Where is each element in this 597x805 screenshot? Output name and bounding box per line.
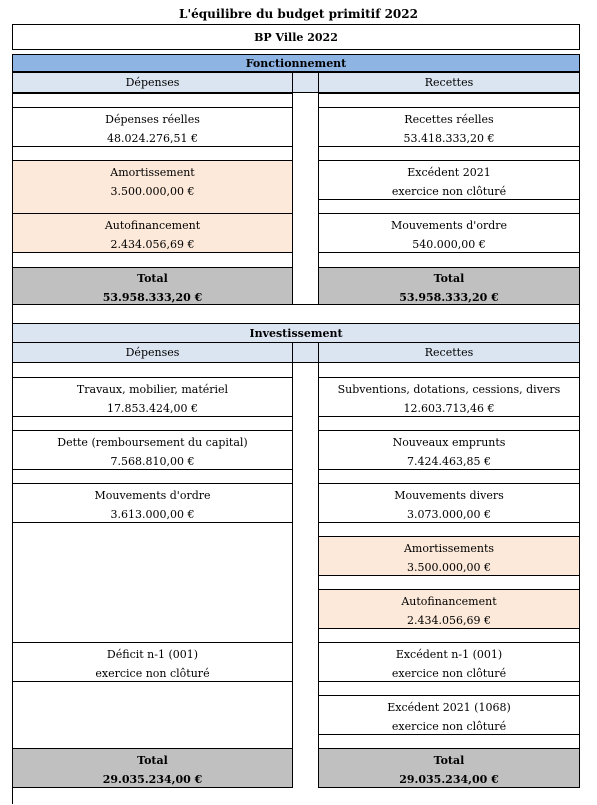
total-label: Total	[433, 754, 465, 767]
cell-label: Amortissement	[110, 166, 195, 179]
fonct-recettes-header: Recettes	[318, 72, 580, 93]
cell-label: Autofinancement	[401, 595, 497, 608]
fonct-depenses-reelles-cell	[12, 107, 293, 147]
fonct-spacer	[12, 252, 293, 268]
section-header-fonctionnement: Fonctionnement	[12, 54, 580, 72]
section-separator	[12, 304, 580, 324]
invest-depenses-header: Dépenses	[12, 342, 293, 363]
invest-subventions-cell	[318, 377, 580, 417]
invest-total-depenses-cell	[12, 748, 293, 788]
cell-value: exercice non clôturé	[391, 720, 507, 733]
invest-empty-cell	[12, 681, 293, 749]
invest-deficit-cell	[12, 642, 293, 682]
total-label: Total	[137, 754, 168, 767]
total-label: Total	[137, 272, 168, 285]
fonct-mouvements-ordre-cell	[318, 213, 580, 253]
invest-travaux-cell	[12, 377, 293, 417]
cell-value: 17.853.424,00 €	[107, 402, 198, 415]
cell-label: Mouvements divers	[394, 489, 504, 502]
fonct-spacer	[318, 93, 580, 108]
invest-spacer	[318, 522, 580, 537]
cell-value: 2.434.056,69 €	[407, 614, 491, 627]
fonct-amortissement-cell	[12, 160, 293, 214]
invest-spacer	[318, 469, 580, 484]
table-subtitle: BP Ville 2022	[12, 24, 580, 50]
cell-value: 53.418.333,20 €	[403, 132, 495, 145]
cell-value: 7.424.463,85 €	[407, 455, 491, 468]
cell-value: 2.434.056,69 €	[110, 238, 195, 251]
fonct-excedent-2021-cell	[318, 160, 580, 200]
fonct-header-gap	[292, 72, 319, 93]
cell-label: Excédent 2021 (1068)	[387, 701, 511, 714]
cell-value: 7.568.810,00 €	[110, 455, 195, 468]
cell-value: 48.024.276,51 €	[107, 132, 198, 145]
cell-value: 540.000,00 €	[412, 238, 486, 251]
section-header-investissement: Investissement	[12, 323, 580, 343]
page-title: L'équilibre du budget primitif 2022	[179, 7, 418, 21]
cell-value: exercice non clôturé	[391, 667, 507, 680]
invest-spacer	[12, 416, 293, 431]
cell-label: Travaux, mobilier, matériel	[76, 383, 229, 396]
cell-label: Déficit n-1 (001)	[106, 648, 199, 661]
cell-value: 12.603.713,46 €	[403, 402, 495, 415]
invest-spacer	[318, 575, 580, 590]
table-corner-mark	[12, 788, 13, 804]
invest-empty-cell	[12, 522, 293, 643]
invest-excedent-1068-cell	[318, 695, 580, 735]
cell-label: Subventions, dotations, cessions, divers	[337, 383, 561, 396]
total-value: 53.958.333,20 €	[399, 291, 499, 304]
cell-label: Autofinancement	[104, 219, 201, 232]
cell-label: Nouveaux emprunts	[392, 436, 506, 449]
total-value: 29.035.234,00 €	[399, 773, 499, 786]
cell-label: Mouvements d'ordre	[94, 489, 211, 502]
cell-value: 3.500.000,00 €	[407, 561, 491, 574]
fonct-spacer	[12, 93, 293, 108]
fonct-total-recettes-cell	[318, 267, 580, 305]
invest-spacer	[318, 734, 580, 749]
cell-label: Excédent 2021	[407, 166, 491, 179]
invest-mouvements-divers-cell	[318, 483, 580, 523]
invest-header-gap	[292, 342, 319, 363]
cell-value: 3.500.000,00 €	[110, 185, 195, 198]
invest-amortissements-cell	[318, 536, 580, 576]
fonct-recettes-reelles-cell	[318, 107, 580, 147]
fonct-spacer	[318, 199, 580, 214]
invest-emprunts-cell	[318, 430, 580, 470]
cell-value: 3.073.000,00 €	[407, 508, 491, 521]
cell-value: exercice non clôturé	[95, 667, 210, 680]
fonct-spacer	[318, 252, 580, 268]
invest-spacer	[318, 628, 580, 643]
invest-recettes-header: Recettes	[318, 342, 580, 363]
invest-spacer	[318, 416, 580, 431]
cell-label: Excédent n-1 (001)	[395, 648, 503, 661]
fonct-spacer	[318, 146, 580, 161]
invest-excedent-n1-cell	[318, 642, 580, 682]
invest-total-recettes-cell	[318, 748, 580, 788]
total-label: Total	[433, 272, 465, 285]
total-value: 29.035.234,00 €	[102, 773, 203, 786]
cell-label: Mouvements d'ordre	[390, 219, 508, 232]
total-value: 53.958.333,20 €	[102, 291, 203, 304]
invest-autofinancement-cell	[318, 589, 580, 629]
invest-dette-cell	[12, 430, 293, 470]
cell-label: Recettes réelles	[404, 113, 494, 126]
cell-value: 3.613.000,00 €	[110, 508, 195, 521]
cell-value: exercice non clôturé	[391, 185, 507, 198]
fonct-autofinancement-cell	[12, 213, 293, 253]
invest-spacer	[12, 362, 293, 378]
cell-label: Dette (remboursement du capital)	[57, 436, 248, 449]
fonct-total-depenses-cell	[12, 267, 293, 305]
fonct-spacer	[12, 146, 293, 161]
cell-label: Dépenses réelles	[105, 113, 200, 126]
invest-spacer	[318, 362, 580, 378]
cell-label: Amortissements	[403, 542, 495, 555]
invest-spacer	[318, 681, 580, 696]
invest-mouvements-ordre-cell	[12, 483, 293, 523]
fonct-depenses-header: Dépenses	[12, 72, 293, 93]
invest-spacer	[12, 469, 293, 484]
